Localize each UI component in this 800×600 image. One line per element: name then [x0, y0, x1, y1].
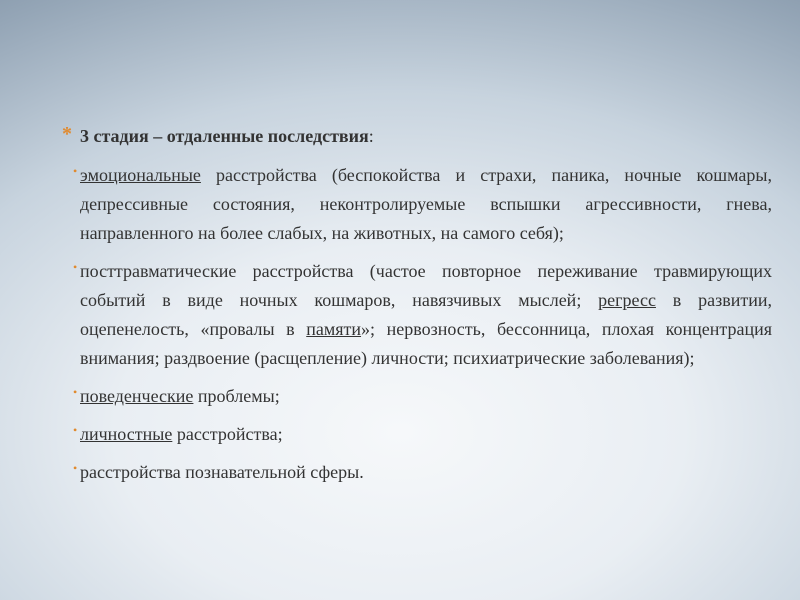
term-emotional: эмоциональные: [80, 165, 201, 185]
consequences-list: [62, 161, 772, 487]
bullet-dot-icon: •: [73, 385, 78, 399]
asterisk-bullet-icon: *: [62, 123, 72, 145]
term-behavioral: поведенческие: [80, 386, 194, 406]
item-text-part2: в развитии, оцепенелость, «провалы в: [80, 290, 772, 339]
list-item-behavioral: [62, 382, 772, 411]
bullet-dot-icon: •: [73, 164, 78, 178]
slide-content: [62, 122, 772, 496]
term-memory: памяти: [306, 319, 362, 339]
item-text: расстройства познавательной сферы.: [80, 462, 364, 482]
bullet-dot-icon: •: [73, 461, 78, 475]
item-text: проблемы;: [193, 386, 280, 406]
list-item-emotional: [62, 161, 772, 248]
stage-title-colon: :: [368, 126, 374, 146]
list-item-cognitive: [62, 458, 772, 487]
list-item-posttraumatic: [62, 257, 772, 373]
item-text: расстройства;: [172, 424, 283, 444]
item-text: расстройства (беспокойства и страхи, паника, ночные кошмары, депрессивные состояния, неконтролируемые вспышки агрессивности, гнева, направленного на более слабых, на животных, на самого себя);: [80, 165, 772, 243]
bullet-dot-icon: •: [73, 423, 78, 437]
stage-title: 3 стадия – отдаленные последствия: [80, 126, 369, 146]
bullet-dot-icon: •: [73, 260, 78, 274]
stage-heading: [62, 122, 772, 151]
term-regress: регресс: [598, 290, 656, 310]
item-text-part1: посттравматические расстройства (частое повторное переживание травмирующих событий в виде ночных кошмаров, навязчивых мыслей;: [80, 261, 772, 310]
list-item-personality: [62, 420, 772, 449]
item-text-part3: »; нервозность, бессонница, плохая концентрация внимания; раздвоение (расщепление) личности; психиатрические заболевания);: [80, 319, 773, 368]
term-personality: личностные: [80, 424, 173, 444]
